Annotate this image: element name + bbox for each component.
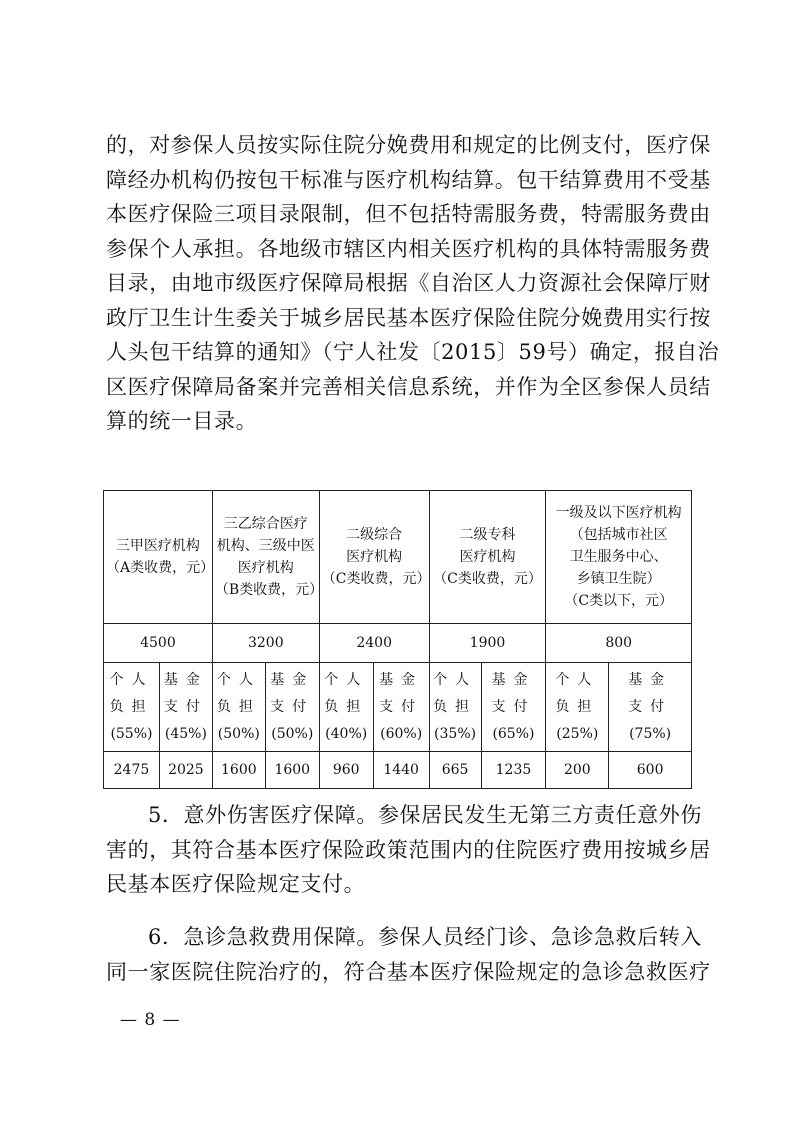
header-cell bbox=[212, 491, 324, 624]
total-cell: 2400 bbox=[319, 624, 429, 663]
split-line: 个人 bbox=[324, 671, 369, 688]
split-line: 基金 bbox=[163, 671, 208, 688]
amount-cell: 1440 bbox=[373, 752, 429, 789]
split-line: 支付 bbox=[270, 698, 315, 715]
split-cell bbox=[481, 663, 546, 752]
text-line: 参保个人承担。各地级市辖区内相关医疗机构的具体特需服务费 bbox=[106, 236, 711, 261]
childbirth-fee-table bbox=[103, 490, 692, 789]
split-line: 个人 bbox=[433, 671, 478, 688]
split-cell bbox=[265, 663, 319, 752]
amount-cell: 200 bbox=[546, 752, 609, 789]
header-line: （C类以下，元） bbox=[564, 593, 674, 609]
body-paragraph-emergency bbox=[106, 920, 711, 989]
split-line: 负担 bbox=[555, 698, 600, 715]
split-line: (35%) bbox=[434, 725, 477, 742]
header-line: 机构、三级中医 bbox=[216, 538, 315, 554]
header-line: 三乙综合医疗 bbox=[223, 516, 308, 532]
header-line: 三甲医疗机构 bbox=[115, 538, 200, 554]
split-line: 个人 bbox=[216, 671, 261, 688]
split-line: (50%) bbox=[271, 725, 314, 742]
amount-cell: 2025 bbox=[159, 752, 212, 789]
split-line: 支付 bbox=[379, 698, 424, 715]
split-line: 个人 bbox=[555, 671, 600, 688]
split-line: 负担 bbox=[433, 698, 478, 715]
split-line: 个人 bbox=[109, 671, 154, 688]
amount-cell: 1235 bbox=[481, 752, 546, 789]
split-line: 支付 bbox=[491, 698, 536, 715]
text-line: 障经办机构仍按包干标准与医疗机构结算。包干结算费用不受基 bbox=[106, 167, 711, 192]
split-line: 基金 bbox=[379, 671, 424, 688]
amount-cell: 2475 bbox=[104, 752, 160, 789]
header-line: （包括城市社区 bbox=[569, 527, 668, 543]
amount-cell: 665 bbox=[429, 752, 481, 789]
header-line: （C类收费，元） bbox=[321, 571, 431, 587]
split-cell bbox=[212, 663, 265, 752]
split-cell bbox=[319, 663, 373, 752]
amount-cell: 1600 bbox=[265, 752, 319, 789]
header-line: 医疗机构 bbox=[237, 560, 294, 576]
header-line: 二级专科 bbox=[459, 527, 516, 543]
header-cell bbox=[429, 491, 546, 624]
header-cell bbox=[104, 491, 213, 624]
text-line: 害的，其符合基本医疗保险政策范围内的住院医疗费用按城乡居 bbox=[106, 837, 711, 862]
body-paragraph-accident bbox=[106, 798, 711, 902]
text-line: 5．意外伤害医疗保障。参保居民发生无第三方责任意外伤 bbox=[148, 803, 702, 827]
header-line: 乡镇卫生院） bbox=[576, 571, 661, 587]
split-line: 基金 bbox=[270, 671, 315, 688]
split-line: (60%) bbox=[380, 725, 423, 742]
split-line: (25%) bbox=[556, 725, 599, 742]
header-line: 一级及以下医疗机构 bbox=[555, 505, 682, 521]
header-cell bbox=[319, 491, 429, 624]
total-cell: 4500 bbox=[104, 624, 213, 663]
header-cell bbox=[546, 491, 692, 624]
header-line: （A类收费，元） bbox=[106, 560, 215, 576]
split-line: (75%) bbox=[629, 725, 672, 742]
text-line: 政厅卫生计生委关于城乡居民基本医疗保险住院分娩费用实行按 bbox=[106, 305, 711, 330]
split-line: (50%) bbox=[217, 725, 260, 742]
amount-cell: 960 bbox=[319, 752, 373, 789]
text-line: 目录，由地市级医疗保障局根据《自治区人力资源社会保障厅财 bbox=[106, 271, 711, 295]
split-cell bbox=[104, 663, 160, 752]
header-line: 二级综合 bbox=[346, 527, 403, 543]
split-line: (40%) bbox=[325, 725, 368, 742]
total-cell: 1900 bbox=[429, 624, 546, 663]
split-cell bbox=[546, 663, 609, 752]
text-line: 人头包干结算的通知》（宁人社发〔2015〕59号）确定，报自治 bbox=[106, 340, 720, 364]
split-line: 基金 bbox=[491, 671, 536, 688]
table-total-row bbox=[104, 624, 692, 663]
split-line: 负担 bbox=[216, 698, 261, 715]
total-cell: 3200 bbox=[212, 624, 319, 663]
header-line: （B类收费，元） bbox=[214, 582, 324, 598]
split-cell bbox=[159, 663, 212, 752]
amount-cell: 1600 bbox=[212, 752, 265, 789]
text-line: 民基本医疗保险规定支付。 bbox=[106, 872, 366, 896]
text-line: 的，对参保人员按实际住院分娩费用和规定的比例支付，医疗保 bbox=[106, 133, 711, 157]
amount-cell: 600 bbox=[609, 752, 692, 789]
split-line: (55%) bbox=[110, 725, 153, 742]
text-line: 算的统一目录。 bbox=[106, 409, 258, 433]
split-line: (65%) bbox=[492, 725, 535, 742]
text-line: 本医疗保险三项目录限制，但不包括特需服务费，特需服务费由 bbox=[106, 202, 711, 226]
table-header-row bbox=[104, 491, 692, 624]
table-amount-row bbox=[104, 752, 692, 789]
total-cell: 800 bbox=[546, 624, 692, 663]
table-split-row bbox=[104, 663, 692, 752]
header-line: （C类收费，元） bbox=[433, 571, 542, 587]
body-paragraph-intro bbox=[106, 128, 720, 439]
split-cell bbox=[609, 663, 692, 752]
split-line: 负担 bbox=[109, 698, 154, 715]
split-cell bbox=[429, 663, 481, 752]
split-cell bbox=[373, 663, 429, 752]
split-line: 负担 bbox=[324, 698, 369, 715]
header-line: 医疗机构 bbox=[346, 549, 403, 565]
text-line: 同一家医院住院治疗的，符合基本医疗保险规定的急诊急救医疗 bbox=[106, 959, 711, 984]
split-line: 基金 bbox=[628, 671, 673, 688]
split-line: (45%) bbox=[164, 725, 207, 742]
header-line: 卫生服务中心、 bbox=[569, 549, 668, 565]
text-line: 区医疗保障局备案并完善相关信息系统，并作为全区参保人员结 bbox=[106, 374, 711, 399]
header-line: 医疗机构 bbox=[459, 549, 516, 565]
text-line: 6．急诊急救费用保障。参保人员经门诊、急诊急救后转入 bbox=[148, 925, 702, 949]
split-line: 支付 bbox=[628, 698, 673, 715]
split-line: 支付 bbox=[163, 698, 208, 715]
page-number: — 8 — bbox=[120, 1010, 181, 1030]
